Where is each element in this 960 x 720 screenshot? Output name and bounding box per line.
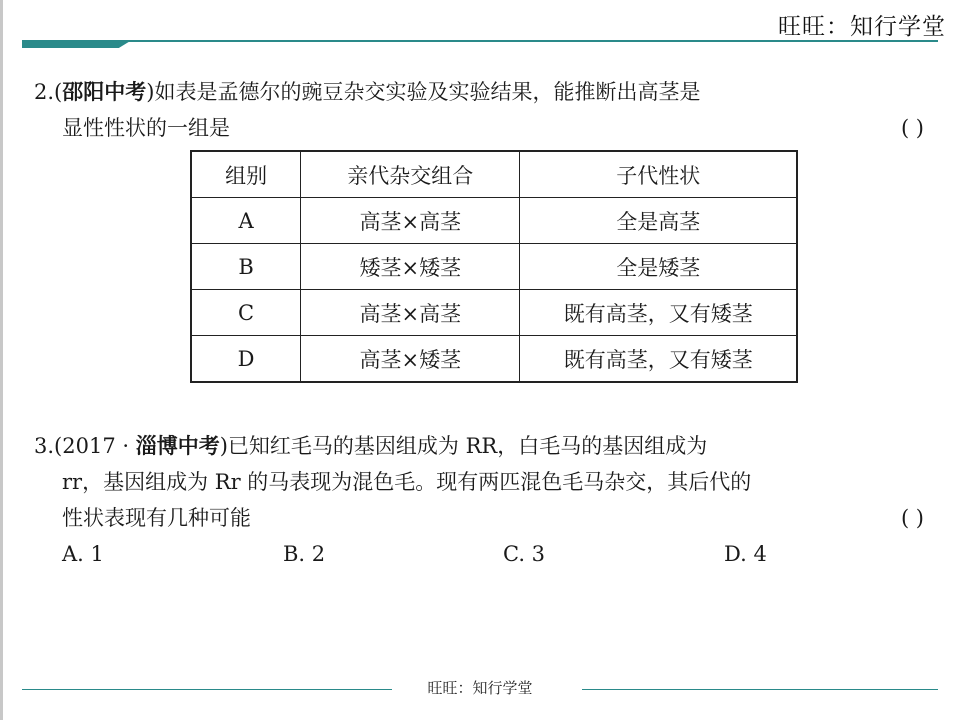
question-2: [34, 74, 926, 146]
q3-stem-line-3: 性状表现有几种可能: [62, 506, 251, 530]
header-rule: [22, 40, 938, 42]
table-cell: D: [191, 336, 301, 383]
table-cell: B: [191, 244, 301, 290]
table-cell: C: [191, 290, 301, 336]
q2-table: [190, 150, 798, 383]
q2-stem-line-1: 如表是孟德尔的豌豆杂交实验及实验结果，能推断出高茎是: [154, 80, 701, 104]
q3-answer-paren: ( ): [900, 506, 924, 530]
footer-text: 旺旺：知行学堂: [427, 679, 533, 697]
q3-number: 3.: [34, 434, 55, 458]
q3-source-open: (2017 ·: [54, 434, 136, 458]
table-cell: A: [191, 198, 301, 244]
q2-answer-paren: ( ): [900, 116, 924, 140]
table-header-row: [191, 151, 797, 198]
q2-stem-line-2: 显性性状的一组是: [62, 116, 230, 140]
option-a[interactable]: A. 1: [62, 542, 104, 566]
option-b[interactable]: B. 2: [283, 542, 326, 566]
option-d[interactable]: D. 4: [724, 542, 767, 566]
table-header-cell: 子代性状: [520, 151, 797, 198]
q3-source: 淄博中考: [135, 433, 220, 458]
table-cell: 全是矮茎: [520, 244, 797, 290]
table-cell: 高茎×高茎: [301, 290, 520, 336]
table-cell: 高茎×高茎: [301, 198, 520, 244]
table-row: [191, 198, 797, 244]
q2-line-1: [34, 74, 926, 110]
table-cell: 既有高茎，又有矮茎: [520, 336, 797, 383]
table-header-cell: 亲代杂交组合: [301, 151, 520, 198]
q3-stem-line-2: rr，基因组成为 Rr 的马表现为混色毛。现有两匹混色毛马杂交，其后代的: [62, 470, 752, 494]
table-cell: 既有高茎，又有矮茎: [520, 290, 797, 336]
q2-source-close: ): [146, 80, 155, 104]
table-row: [191, 290, 797, 336]
table-cell: 高茎×矮茎: [301, 336, 520, 383]
q3-source-close: ): [219, 434, 228, 458]
page-left-edge: [0, 0, 3, 720]
q3-line-2: [34, 464, 926, 500]
table-row: [191, 336, 797, 383]
option-c[interactable]: C. 3: [503, 542, 546, 566]
q3-line-3: [34, 500, 926, 536]
q2-number: 2.: [34, 80, 55, 104]
q3-line-1: [34, 428, 926, 464]
q2-source-open: (: [54, 80, 63, 104]
table-row: [191, 244, 797, 290]
q3-stem-line-1: 已知红毛马的基因组成为 RR，白毛马的基因组成为: [227, 434, 708, 458]
header-title: 旺旺：知行学堂: [778, 14, 946, 40]
table-cell: 矮茎×矮茎: [301, 244, 520, 290]
question-3: [34, 428, 926, 536]
q2-line-2: [34, 110, 926, 146]
q2-source: 邵阳中考: [62, 79, 147, 104]
table-header-cell: 组别: [191, 151, 301, 198]
table-cell: 全是高茎: [520, 198, 797, 244]
header-tab-accent: [22, 40, 132, 48]
